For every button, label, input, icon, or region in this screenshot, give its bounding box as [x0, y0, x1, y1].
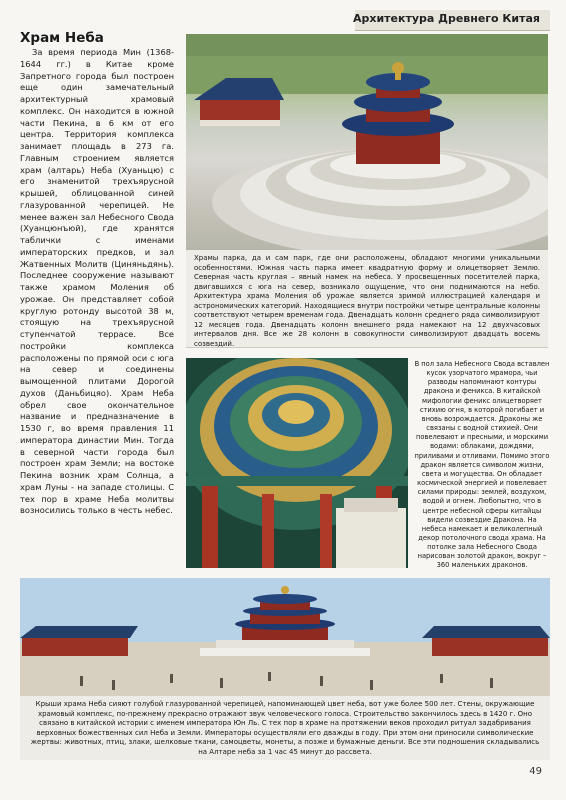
caption-top: Храмы парка, да и сам парк, где они расположены, обладают многими уникальными особенностями. Южная часть парка имеет квадратную форму и олицетворяет Землю. Северная часть круглая – явный намек на небеса. У просвещенных посетителей парка, двигавшихся с юга на север, возникало ощущение, что они поднимаются на небо. Архитектура храма Моления об урожае является зримой иллюстрацией календаря и астрономических категорий. Находящиеся внутри постройки четыре центральные колонны соответствуют четырем временам года. Двенадцать колонн среднего ряда символизируют 12 месяцев года. Двенадцать колонн внешнего ряда намекают на 12 двухчасовых интервалов дня. Все же 28 колонн в совокупности символизируют двадцать восемь созвездий.	[186, 250, 548, 348]
ceiling-illustration	[186, 358, 408, 568]
running-header	[352, 10, 550, 31]
article-body: За время периода Мин (1368-1644 гг.) в Китае кроме Запретного города был построен еще один замечательный архитектурный храмовый комплекс. Он находится в южной части Пекина, в 6 км от его центра. Территория комплекса занимает площадь в 273 га. Главным строением является храм (алтарь) Неба (Хуаньцю) с его знаменитой трехъярусной крышей, облицованной синей глазурованной черепицей. Не менее важен зал Небесного Свода (Хуанцюнъюй), где хранятся таблички с именами императорских предков, и зал Жатвенных Молитв (Циняньдянь). Последнее сооружение называют также храмом Моления об урожае. Он представляет собой круглую ротонду высотой 38 м, стоящую на трехъярусной ступенчатой террасе. Все постройки комплекса расположены по прямой оси с юга на север и соединены вымощенной плитами Дорогой духов (Даньбицяо). Храм Неба обрел свое окончательное название и предназначение в 1530 г, во время правления 11 императора династии Мин. Тогда в северной части города был построен храм Земли; на востоке Пекина возник храм Солнца, а храм Луны - на западе столицы. С тех пор в храме Неба молитвы возносились только в честь небес.	[20, 47, 174, 516]
panorama-illustration	[20, 578, 550, 696]
temple-aerial-illustration	[186, 34, 548, 250]
section-title: Архитектура Древнего Китая	[352, 12, 540, 25]
temple-panorama-photo	[20, 578, 550, 696]
temple-aerial-photo	[186, 34, 548, 250]
article-title: Храм Неба	[20, 30, 104, 46]
caption-bottom: Крыши храма Неба сияют голубой глазурованной черепицей, напоминающей цвет неба, вот уже более 500 лет. Стены, окружающие храмовый комплекс, по-прежнему прекрасно отражают звук человеческого голоса. Строительство закончилось здесь в 1420 г. Оно связано в китайской истории с именем императора Юн Ль. С тех пор в храме на протяжении веков проходил ритуал задабривания верховных божественных сил Неба и Земли. Императоры осуществляли его дважды в году. При этом они приносили символические жертвы: животных, птиц, злаки, шелковые ткани, самоцветы, монеты, а позже и бумажные деньги. Все эти подношения складывались на Алтаре неба за 1 час 45 минут до рассвета.	[20, 696, 550, 760]
caption-right: В пол зала Небесного Свода вставлен кусок узорчатого мрамора, чьи разводы напоминают контуры дракона и феникса. В китайской мифологии феникс олицетворяет стихию огня, в которой погибает и вновь возрождается. Драконы же связаны с водной стихией. Они повелевают и пресными, и морскими водами: облаками, дождями, приливами и отливами. Помимо этого дракон является символом жизни, света и могущества. Он обладает космической энергией и повелевает силами природы: землей, воздухом, водой и огнем. Любопытно, что в центре небесной сферы китайцы видели созвездие Дракона. На небеса намекает и великолепный декор потолочного свода храма. На потолке зала Небесного Свода нарисован золотой дракон, вокруг – 360 маленьких драконов.	[414, 360, 550, 570]
ceiling-dome-photo	[186, 358, 408, 568]
page-number: 49	[529, 766, 542, 777]
